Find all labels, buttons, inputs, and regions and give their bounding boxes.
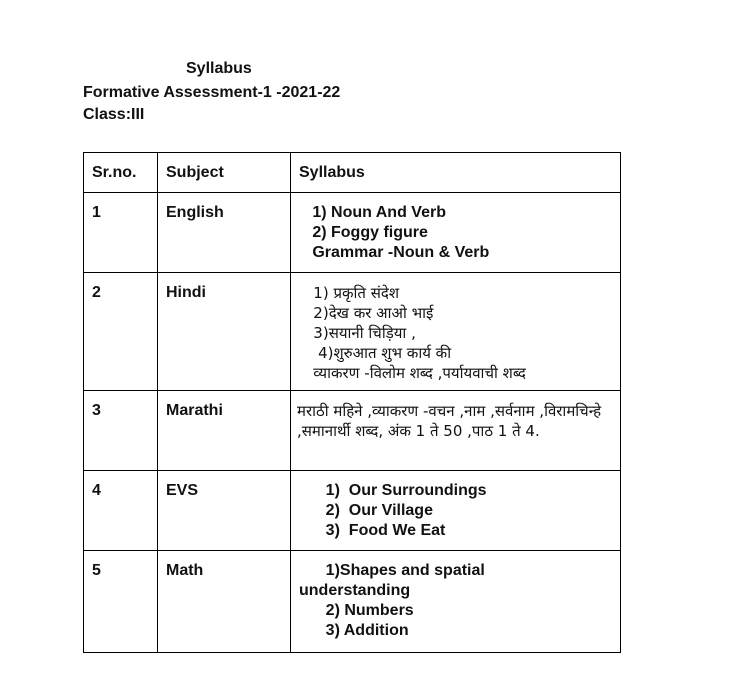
- syllabus-cell: [291, 273, 621, 391]
- srno-cell: 1: [84, 193, 158, 273]
- subject-cell: English: [158, 193, 291, 273]
- srno-cell: 2: [84, 273, 158, 391]
- class-label: Class:III: [83, 106, 145, 123]
- table-row: [84, 391, 621, 471]
- syllabus-line: 1) Our Surroundings: [299, 482, 487, 499]
- subject-cell: Math: [158, 551, 291, 653]
- syllabus-cell: [291, 391, 621, 471]
- header-subject: Subject: [158, 153, 291, 193]
- table-header-row: [84, 153, 621, 193]
- header-syllabus: Syllabus: [291, 153, 621, 193]
- subject-cell: Marathi: [158, 391, 291, 471]
- syllabus-line: 1) Noun And Verb: [299, 204, 446, 221]
- syllabus-cell: [291, 471, 621, 551]
- syllabus-line: 3) Food We Eat: [299, 522, 446, 539]
- syllabus-line: 3) Addition: [299, 622, 409, 639]
- syllabus-cell: [291, 193, 621, 273]
- document-title: Syllabus: [186, 60, 252, 77]
- syllabus-line: 3)सयानी चिड़िया ,: [299, 324, 416, 342]
- syllabus-line: Grammar -Noun & Verb: [299, 244, 490, 261]
- syllabus-line: 2) Our Village: [299, 502, 433, 519]
- header-srno: Sr.no.: [84, 153, 158, 193]
- table-row: [84, 471, 621, 551]
- syllabus-line: 4)शुरुआत शुभ कार्य की: [299, 344, 452, 362]
- syllabus-cell: [291, 551, 621, 653]
- subject-cell: EVS: [158, 471, 291, 551]
- syllabus-line: 1) प्रकृति संदेश: [299, 284, 400, 302]
- syllabus-line: 2)देख कर आओ भाई: [299, 304, 434, 322]
- srno-cell: 4: [84, 471, 158, 551]
- subject-cell: Hindi: [158, 273, 291, 391]
- srno-cell: 3: [84, 391, 158, 471]
- srno-cell: 5: [84, 551, 158, 653]
- syllabus-table: [83, 152, 621, 653]
- syllabus-line: 1)Shapes and spatial: [299, 562, 485, 579]
- document-subtitle: Formative Assessment-1 -2021-22: [83, 84, 341, 101]
- table-row: [84, 193, 621, 273]
- syllabus-line: 2) Foggy figure: [299, 224, 428, 241]
- syllabus-line: understanding: [299, 582, 411, 599]
- table-row: [84, 551, 621, 653]
- syllabus-line: 2) Numbers: [299, 602, 414, 619]
- syllabus-line: व्याकरण -विलोम शब्द ,पर्यायवाची शब्द: [299, 364, 526, 382]
- syllabus-text: मराठी महिने ,व्याकरण -वचन ,नाम ,सर्वनाम ,विरामचिन्हे ,समानार्थी शब्द, अंक 1 ते 50 ,पाठ 1 ते 4.: [297, 402, 602, 440]
- table-row: [84, 273, 621, 391]
